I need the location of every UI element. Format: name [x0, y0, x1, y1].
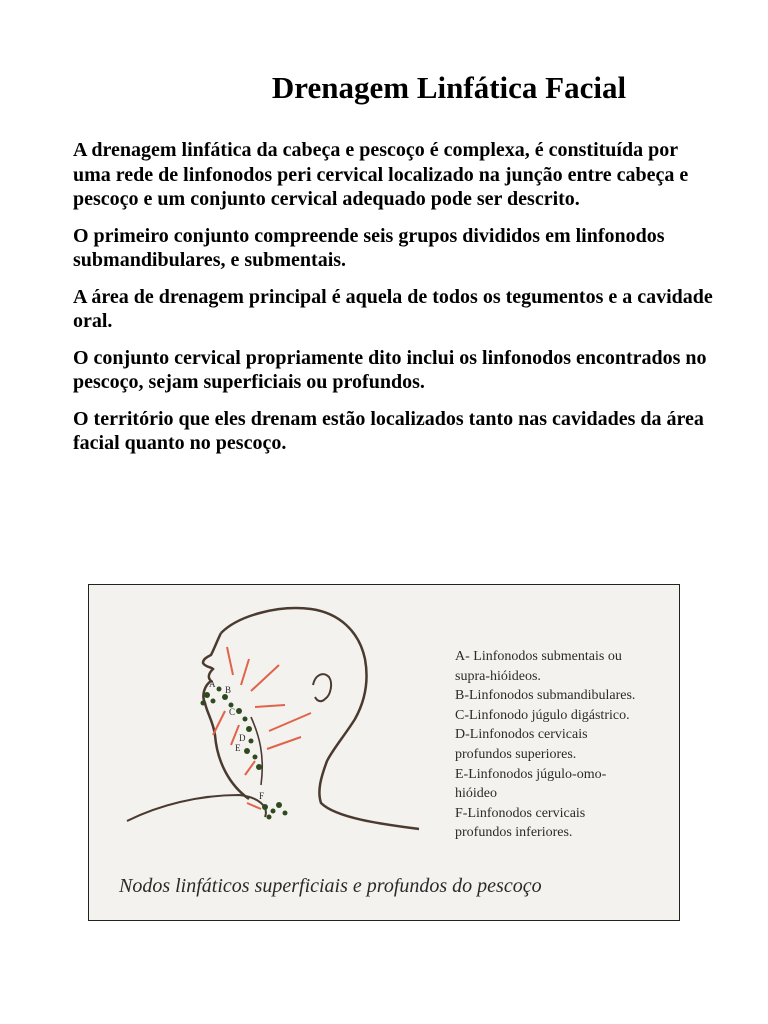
legend-line: profundos inferiores.	[455, 825, 573, 841]
page-title: Drenagem Linfática Facial	[271, 70, 627, 105]
body-text	[73, 138, 713, 468]
figure-legend	[455, 647, 675, 843]
shoulder-line	[127, 795, 266, 821]
neck-line	[251, 717, 262, 785]
legend-line: E-Linfonodos júgulo-omo-	[455, 766, 607, 782]
legend-line: A- Linfonodos submentais ou	[455, 649, 622, 664]
paragraph: O primeiro conjunto compreende seis grupos divididos em linfonodos submandibulares, e submentais.	[73, 224, 665, 271]
ear-outline	[313, 674, 331, 701]
node-label-d: D	[239, 733, 246, 743]
figure-caption: Nodos linfáticos superficiais e profundos do pescoço	[119, 875, 542, 897]
node-label-c: C	[229, 707, 236, 717]
node-label-a: A	[209, 679, 216, 689]
paragraph: O território que eles drenam estão localizados tanto nas cavidades da área facial quanto no pescoço.	[73, 407, 704, 454]
head-outline	[221, 608, 419, 829]
legend-line: F-Linfonodos cervicais	[455, 805, 586, 821]
node-label-b: B	[225, 685, 232, 695]
node-label-e: E	[235, 743, 241, 753]
legend-line: supra-hióideos.	[455, 668, 541, 684]
paragraph: O conjunto cervical propriamente dito inclui os linfonodos encontrados no pescoço, sejam superficiais ou profundos.	[73, 346, 707, 393]
drainage-arrows	[213, 647, 311, 809]
paragraph: A drenagem linfática da cabeça e pescoço é complexa, é constituída por uma rede de linfonodos peri cervical localizado na junção entre cabeça e pescoço e um conjunto cervical adequado pode ser descrito.	[73, 139, 689, 210]
legend-line: hióideo	[455, 786, 497, 802]
node-label-f: F	[259, 791, 265, 801]
legend-line: profundos superiores.	[455, 746, 577, 762]
paragraph: A área de drenagem principal é aquela de todos os tegumentos e a cavidade oral.	[73, 285, 713, 332]
legend-line: B-Linfonodos submandibulares.	[455, 688, 636, 704]
legend-line: C-Linfonodo júgulo digástrico.	[455, 707, 630, 723]
face-profile	[203, 633, 249, 799]
legend-line: D-Linfonodos cervicais	[455, 727, 588, 743]
lymph-node-figure	[88, 584, 680, 921]
